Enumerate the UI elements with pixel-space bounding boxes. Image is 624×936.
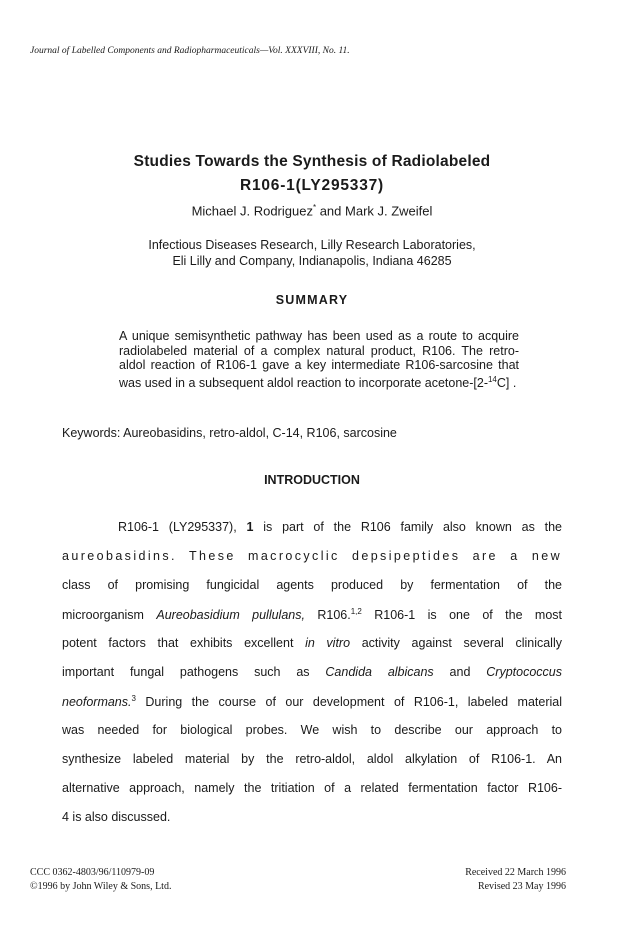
species-name: neoformans. (62, 695, 132, 710)
text-run: R106-1 (LY295337), (118, 520, 247, 534)
intro-line (62, 607, 562, 622)
intro-line: aureobasidins. These macrocyclic depsipeptides are a new (62, 549, 562, 563)
author-2: and Mark J. Zweifel (316, 203, 433, 219)
authors (0, 203, 624, 218)
species-name: Aureobasidium pullulans, (156, 608, 305, 623)
intro-line (62, 636, 562, 650)
text-run: R106-1 is one of the most (361, 608, 563, 623)
intro-line (62, 665, 562, 679)
intro-line (62, 694, 562, 709)
text-run: R106. (304, 608, 351, 623)
keywords: Keywords: Aureobasidins, retro-aldol, C-14, R106, sarcosine (62, 426, 397, 440)
intro-line: class of promising fungicidal agents produced by fermentation of the (62, 578, 562, 592)
affiliation-line-1: Infectious Diseases Research, Lilly Research Laboratories, (148, 238, 476, 252)
species-name: Cryptococcus (486, 665, 562, 679)
italic-term: in vitro (305, 636, 351, 650)
intro-line: synthesize labeled material by the retro-aldol, aldol alkylation of R106-1. An (62, 752, 562, 766)
text-run: During the course of our development of R106-1, labeled material (135, 695, 562, 710)
text-run: microorganism (62, 608, 157, 623)
title-line-2: R106-1(LY295337) (239, 177, 385, 194)
journal-header: Journal of Labelled Components and Radiopharmaceuticals—Vol. XXXVIII, No. 11. (30, 46, 350, 56)
title-line-1: Studies Towards the Synthesis of Radiolabeled (133, 153, 491, 170)
text-run: potent factors that exhibits excellent (62, 636, 306, 650)
summary-text-end: C] . (496, 375, 517, 390)
text-run: important fungal pathogens such as (62, 665, 326, 679)
corresponding-mark: * (312, 203, 317, 212)
introduction-heading: INTRODUCTION (264, 473, 360, 487)
species-name: Candida albicans (325, 665, 434, 679)
summary-heading: SUMMARY (275, 293, 349, 307)
isotope-superscript: 14 (487, 374, 497, 384)
author-1: Michael J. Rodriguez (191, 203, 313, 219)
revised-date: Revised 23 May 1996 (477, 881, 566, 892)
reference-superscript: 3 (131, 694, 136, 703)
text-run: and (433, 665, 487, 679)
affiliation-line-2: Eli Lilly and Company, Indianapolis, Indiana 46285 (172, 254, 452, 268)
copyright: ©1996 by John Wiley & Sons, Ltd. (30, 881, 172, 892)
affiliation (0, 237, 624, 269)
summary-text (119, 329, 519, 391)
intro-line: was needed for biological probes. We wish to describe our approach to (62, 723, 562, 737)
ccc-code: CCC 0362-4803/96/110979-09 (30, 867, 155, 878)
text-run: is part of the R106 family also known as the (253, 520, 562, 534)
compound-number: 1 (246, 520, 254, 534)
received-date: Received 22 March 1996 (465, 867, 566, 878)
intro-line: alternative approach, namely the tritiation of a related fermentation factor R106- (62, 781, 562, 795)
intro-line: 4 is also discussed. (62, 810, 171, 824)
summary-text-main: A unique semisynthetic pathway has been used as a route to acquire radiolabeled material of a complex natural product, R106. The retro-aldol reaction of R106-1 gave a key intermediate R106-sarcosine that was used in a subsequent aldol reaction to incorporate acetone-[2- (119, 329, 519, 390)
paper-title (0, 150, 624, 198)
reference-superscript: 1,2 (350, 607, 362, 616)
text-run: activity against several clinically (350, 636, 562, 650)
intro-line (118, 520, 562, 534)
